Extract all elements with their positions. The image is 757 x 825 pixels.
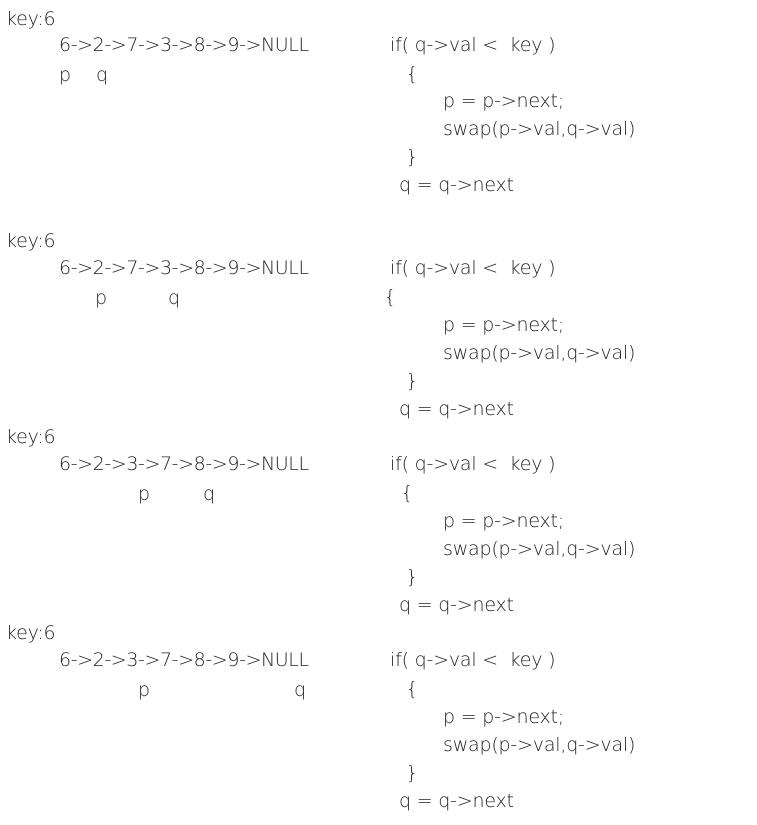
p-pointer-label: p <box>138 679 150 701</box>
key-label: key:6 <box>6 8 56 30</box>
q-pointer-label: q <box>203 483 215 505</box>
code-open-brace: { <box>406 63 418 85</box>
linked-list: 6->2->7->3->8->9->NULL <box>59 257 309 279</box>
code-if-line: if( q->val < key ) <box>390 649 556 671</box>
p-pointer-label: p <box>59 64 71 86</box>
code-close-brace: } <box>406 370 418 392</box>
code-advance-q: q = q->next <box>399 174 514 196</box>
code-open-brace: { <box>401 482 413 504</box>
code-swap-call: swap(p->val,q->val) <box>443 342 636 364</box>
code-advance-q: q = q->next <box>399 398 514 420</box>
code-advance-q: q = q->next <box>399 790 514 812</box>
code-open-brace: { <box>384 286 396 308</box>
linked-list: 6->2->7->3->8->9->NULL <box>59 34 309 56</box>
q-pointer-label: q <box>294 679 306 701</box>
linked-list: 6->2->3->7->8->9->NULL <box>59 649 309 671</box>
code-assign-p: p = p->next; <box>443 706 564 728</box>
code-open-brace: { <box>406 678 418 700</box>
linked-list: 6->2->3->7->8->9->NULL <box>59 453 309 475</box>
code-swap-call: swap(p->val,q->val) <box>443 538 636 560</box>
code-close-brace: } <box>406 566 418 588</box>
code-if-line: if( q->val < key ) <box>390 257 556 279</box>
code-if-line: if( q->val < key ) <box>390 34 556 56</box>
code-close-brace: } <box>406 762 418 784</box>
p-pointer-label: p <box>95 287 107 309</box>
code-assign-p: p = p->next; <box>443 314 564 336</box>
code-swap-call: swap(p->val,q->val) <box>443 118 636 140</box>
code-advance-q: q = q->next <box>399 594 514 616</box>
q-pointer-label: q <box>168 287 180 309</box>
p-pointer-label: p <box>138 483 150 505</box>
key-label: key:6 <box>6 426 56 448</box>
code-swap-call: swap(p->val,q->val) <box>443 734 636 756</box>
code-close-brace: } <box>406 146 418 168</box>
q-pointer-label: q <box>96 64 108 86</box>
code-assign-p: p = p->next; <box>443 90 564 112</box>
key-label: key:6 <box>6 622 56 644</box>
key-label: key:6 <box>6 230 56 252</box>
code-assign-p: p = p->next; <box>443 510 564 532</box>
code-if-line: if( q->val < key ) <box>390 453 556 475</box>
